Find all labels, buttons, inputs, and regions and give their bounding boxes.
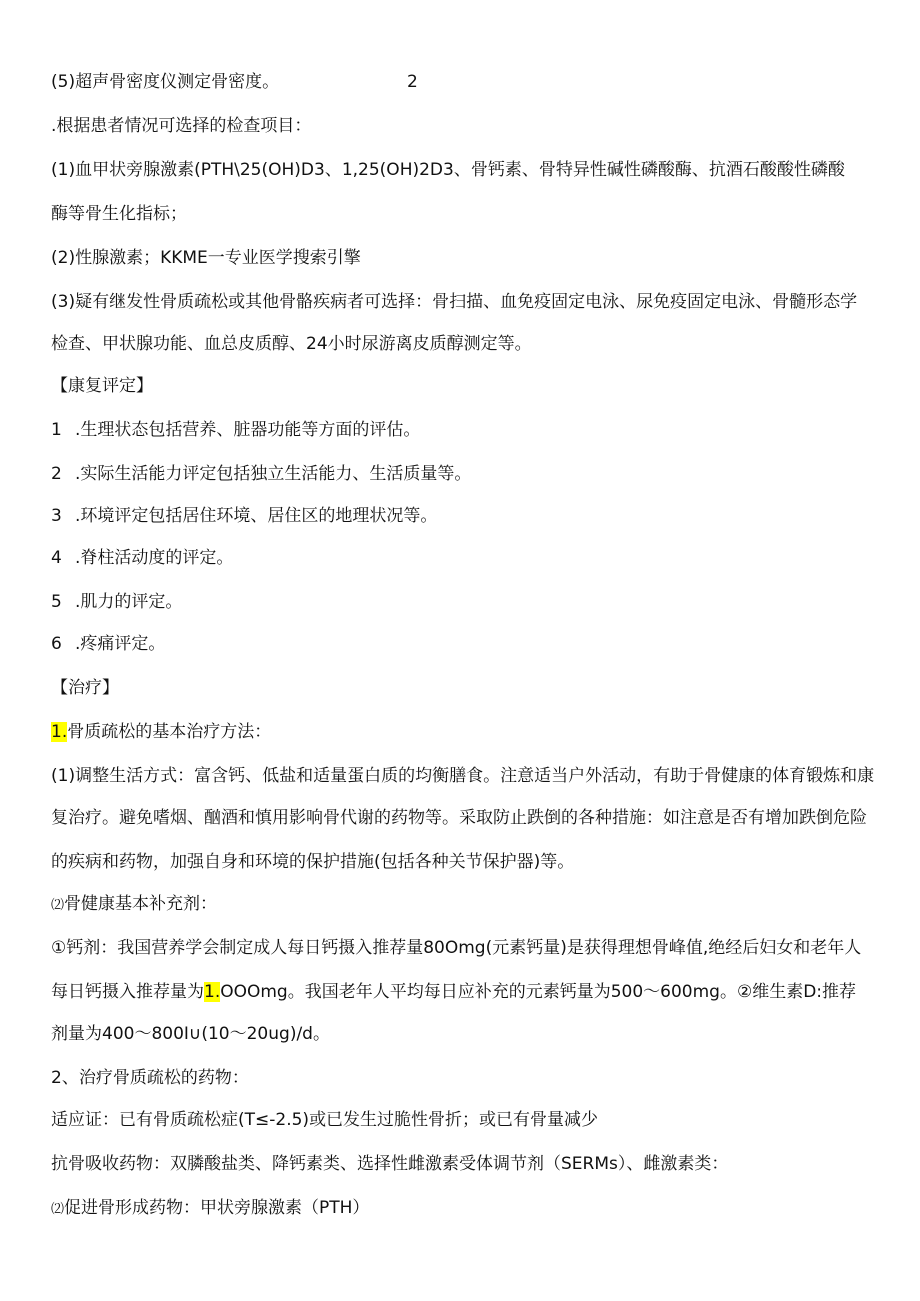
treatment-section-2-title: 2、治疗骨质疏松的药物： [51,1068,249,1088]
calcium-line1: ①钙剂：我国营养学会制定成人每日钙摄入推荐量80Omg(元素钙量)是获得理想骨峰值,绝经后妇女和老年人 [51,938,862,958]
supplements-marker: ⑵ [51,898,65,913]
supplements-text: 骨健康基本补充剂： [64,894,218,914]
calcium-line2-start: 每日钙摄入推荐量为 [51,982,204,1002]
bone-formation-text: 促进骨形成药物：甲状旁腺激素（PTH） [64,1198,370,1218]
supplements-heading [51,892,217,918]
calcium-line2 [51,980,856,1004]
rehab-item [51,590,182,614]
rehab-item-text: .实际生活能力评定包括独立生活能力、生活质量等。 [75,464,472,484]
lifestyle-line3: 的疾病和药物，加强自身和环境的保护措施(包括各种关节保护器)等。 [51,852,575,872]
exam-item-5-text: (5)超声骨密度仪测定骨密度。 [51,72,280,92]
optional-exam-2: (2)性腺激素；KKME一专业医学搜索引擎 [51,248,361,268]
optional-exam-1-line2: 酶等骨生化指标； [51,204,187,224]
optional-exams-intro: .根据患者情况可选择的检查项目： [51,116,312,136]
treatment-section-1-title [51,720,271,744]
optional-exam-3-line2: 检查、甲状腺功能、血总皮质醇、24小时尿游离皮质醇测定等。 [51,334,532,354]
indications-line: 适应证：已有骨质疏松症(T≤-2.5)或已发生过脆性骨折；或已有骨量减少 [51,1110,599,1130]
page-number: 2 [407,72,418,92]
bone-formation-marker: ⑵ [51,1202,65,1217]
rehab-item-number: 1 [51,420,62,440]
rehab-item-text: .环境评定包括居住环境、居住区的地理状况等。 [75,506,438,526]
optional-exam-3-line1: (3)疑有继发性骨质疏松或其他骨骼疾病者可选择：骨扫描、血免疫固定电泳、尿免疫固定电泳、骨髓形态学 [51,292,858,312]
rehab-heading: 【康复评定】 [51,376,153,396]
rehab-item-number: 4 [51,548,62,568]
rehab-item-text: .疼痛评定。 [75,634,166,654]
anti-resorptive-line: 抗骨吸收药物：双膦酸盐类、降钙素类、选择性雌激素受体调节剂（SERMs）、雌激素类： [51,1154,729,1174]
highlighted-number: 1. [51,722,68,742]
rehab-item-number: 2 [51,464,62,484]
lifestyle-line1: (1)调整生活方式：富含钙、低盐和适量蛋白质的均衡膳食。注意适当户外活动，有助于骨健康的体育锻炼和康 [51,766,875,786]
rehab-item [51,462,471,486]
rehab-item-text: .肌力的评定。 [75,592,183,612]
highlighted-value: 1. [204,982,221,1002]
treatment-heading: 【治疗】 [51,678,119,698]
rehab-item [51,632,165,656]
rehab-item-text: .生理状态包括营养、脏器功能等方面的评估。 [75,420,421,440]
rehab-item-number: 3 [51,506,62,526]
rehab-item [51,418,420,442]
rehab-item [51,504,437,528]
calcium-line2-end: OOOmg。我国老年人平均每日应补充的元素钙量为500〜600mg。②维生素D:推荐 [220,982,857,1002]
rehab-item [51,546,233,570]
rehab-item-text: .脊柱活动度的评定。 [75,548,234,568]
bone-formation-line [51,1196,369,1222]
rehab-item-number: 5 [51,592,62,612]
vitamin-d-dose: 剂量为400〜800I∪(10〜20ug)∕d。 [51,1024,330,1044]
exam-item-5 [51,70,418,94]
rehab-item-number: 6 [51,634,62,654]
treatment-section-1-text: 骨质疏松的基本治疗方法： [67,722,272,742]
optional-exam-1-line1: (1)血甲状旁腺激素(PTH\25(OH)D3、1,25(OH)2D3、骨钙素、骨特异性碱性磷酸酶、抗酒石酸酸性磷酸 [51,160,845,180]
lifestyle-line2: 复治疗。避免嗜烟、酗酒和慎用影响骨代谢的药物等。采取防止跌倒的各种措施：如注意是否有增加跌倒危险 [51,808,867,828]
